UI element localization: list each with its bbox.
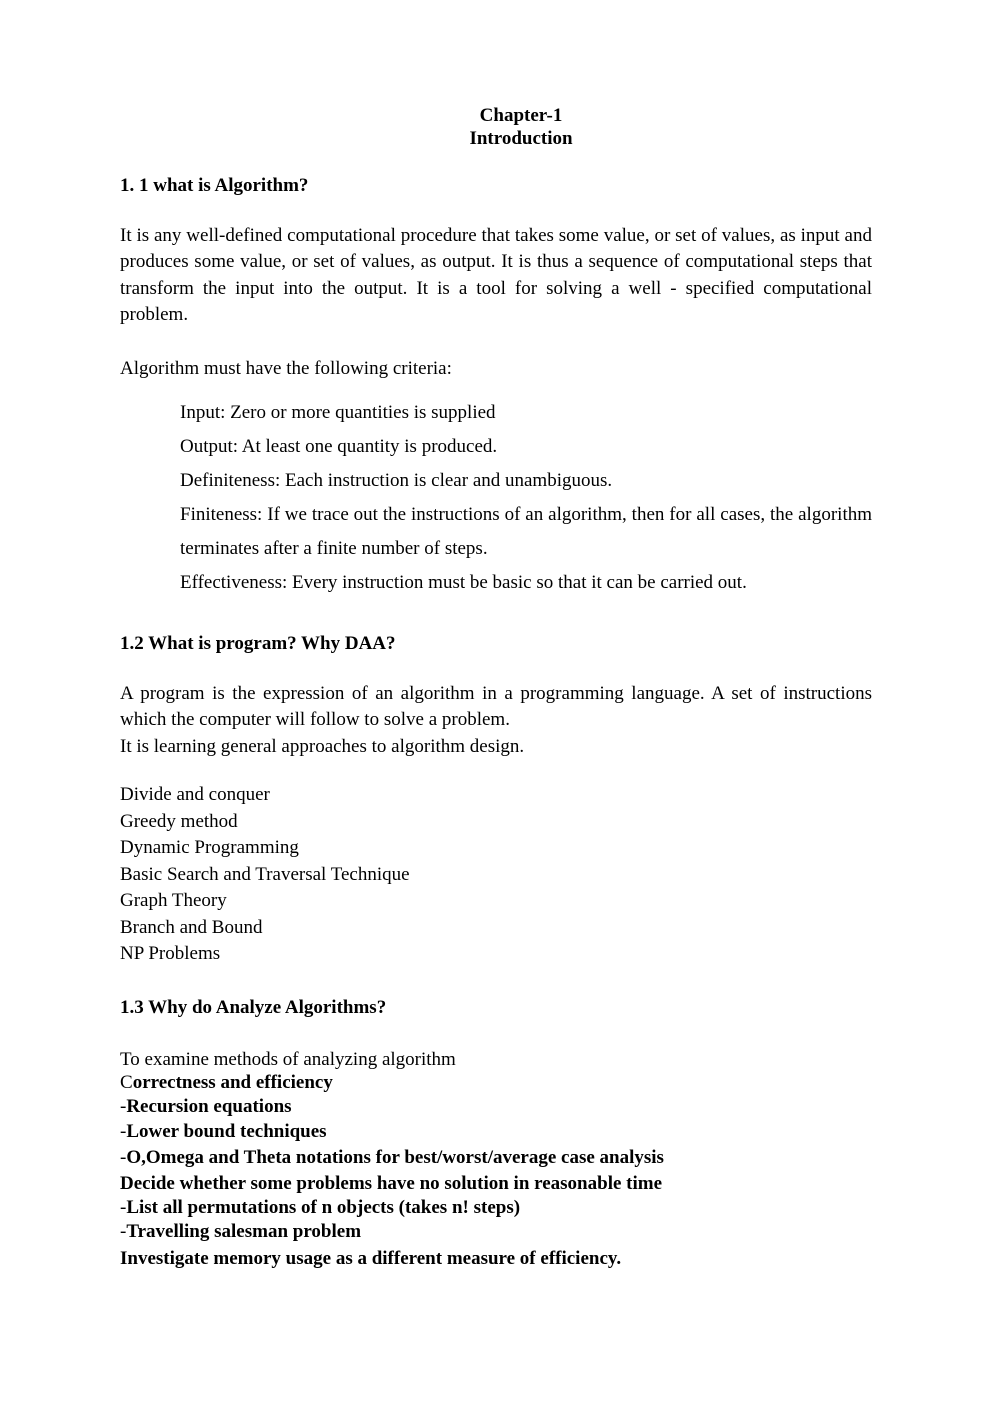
chapter-title-block	[170, 104, 872, 150]
analyze-block	[120, 1048, 872, 1272]
correctness-lead: C	[120, 1072, 133, 1093]
correctness-item: -Lower bound techniques	[120, 1121, 327, 1142]
criteria-item: Output: At least one quantity is produced.	[180, 436, 498, 457]
document-page	[120, 104, 872, 1272]
criteria-item: Definiteness: Each instruction is clear and unambiguous.	[180, 470, 613, 491]
decide-line: Decide whether some problems have no solution in reasonable time	[120, 1173, 663, 1194]
list-item: Branch and Bound	[120, 916, 263, 938]
correctness-rest: orrectness and efficiency	[132, 1072, 333, 1093]
chapter-number: Chapter-1	[479, 105, 563, 126]
section-1-paragraph: It is any well-defined computational procedure that takes some value, or set of values, as input and produces some value, or set of values, as output. It is thus a sequence of computational steps that transform the input into the output. It is a tool for solving a well - specified computational problem.	[120, 224, 872, 325]
section-1-heading: 1. 1 what is Algorithm?	[120, 175, 309, 196]
approaches-list	[120, 782, 872, 968]
criteria-intro: Algorithm must have the following criteria:	[120, 357, 452, 379]
chapter-title: Introduction	[469, 128, 573, 149]
section-2-heading: 1.2 What is program? Why DAA?	[120, 633, 396, 654]
decide-item: -Travelling salesman problem	[120, 1221, 362, 1242]
correctness-item: -O,Omega and Theta notations for best/worst/average case analysis	[120, 1147, 664, 1168]
correctness-item: -Recursion equations	[120, 1096, 292, 1117]
list-item: Basic Search and Traversal Technique	[120, 863, 410, 885]
decide-item: -List all permutations of n objects (takes n! steps)	[120, 1197, 521, 1218]
criteria-item: Effectiveness: Every instruction must be basic so that it can be carried out.	[180, 572, 747, 593]
list-item: NP Problems	[120, 943, 221, 964]
list-item: Divide and conquer	[120, 784, 270, 805]
section-2-paragraph-1: A program is the expression of an algorithm in a programming language. A set of instructions which the computer will follow to solve a problem.	[120, 682, 872, 730]
criteria-list	[180, 396, 872, 600]
correctness-line	[120, 1071, 872, 1094]
list-item: Dynamic Programming	[120, 837, 299, 858]
analyze-intro: To examine methods of analyzing algorithm	[120, 1049, 456, 1070]
section-3-heading: 1.3 Why do Analyze Algorithms?	[120, 996, 387, 1018]
list-item: Graph Theory	[120, 890, 227, 911]
criteria-item: Finiteness: If we trace out the instructions of an algorithm, then for all cases, the algorithm terminates after a finite number of steps.	[180, 504, 872, 559]
criteria-item: Input: Zero or more quantities is supplied	[180, 402, 496, 423]
list-item: Greedy method	[120, 810, 238, 832]
memory-line: Investigate memory usage as a different measure of efficiency.	[120, 1248, 622, 1269]
section-2-paragraph-2: It is learning general approaches to algorithm design.	[120, 735, 525, 757]
